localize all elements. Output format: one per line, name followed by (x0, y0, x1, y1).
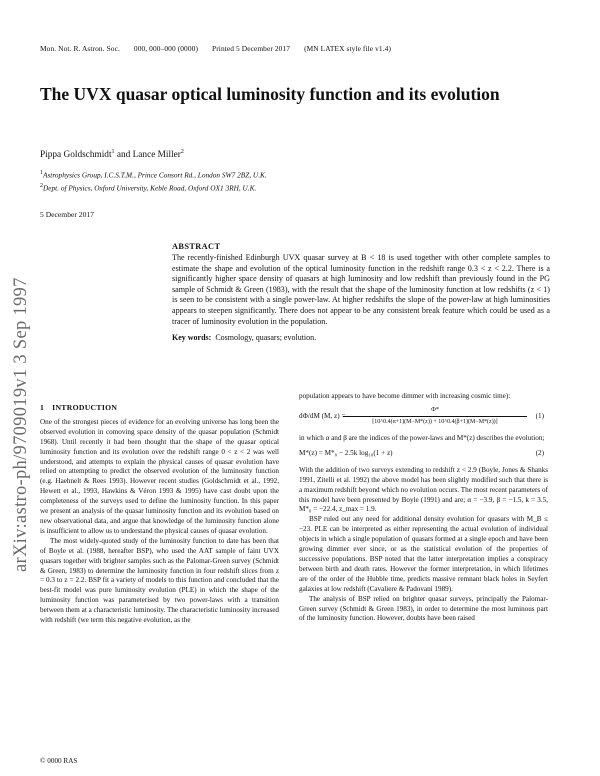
printed-date: Printed 5 December 2017 (212, 44, 291, 53)
arxiv-id: arXiv:astro-ph/9709019v1 3 Sep 1997 (11, 277, 31, 572)
journal-name: Mon. Not. R. Astron. Soc. (40, 44, 120, 53)
keywords-text: Cosmology, quasars; evolution. (215, 333, 317, 343)
body-paragraph: The analysis of BSP relied on brighter quasar surveys, principally the Palomar-Green survey (Schmidt & Green 1983), in order to determine the most luminous part of the luminosity function. However, doubts have been raised (299, 594, 548, 623)
section-title: INTRODUCTION (52, 403, 118, 412)
affiliations (40, 168, 510, 194)
affiliation (40, 181, 510, 194)
equation-number: (2) (535, 448, 544, 457)
author-list (40, 149, 184, 160)
body-paragraph: With the addition of two surveys extending to redshift z < 2.9 (Boyle, Jones & Shanks 1991, Zitelli et al. 1992) the above model has been slightly modified such that there is a maximum redshift beyond which no evolution occurs. The most recent parameters of this model have been presented by Boyle (1991) and are; α = −3.9, β = −1.5, k = 3.5, M*₀ = −22.4, z_max = 1.9. (299, 465, 548, 514)
affiliation-mark: 1 (40, 170, 43, 176)
volume-pages: 000, 000–000 (0000) (133, 44, 199, 53)
arxiv-sidebar-stamp (7, 212, 35, 572)
keywords-line (172, 333, 550, 342)
running-header (40, 44, 560, 53)
author-conjunction: and (114, 150, 133, 161)
equation-number: (1) (535, 411, 544, 420)
copyright-footer: © 0000 RAS (40, 757, 78, 765)
equation-2 (299, 448, 548, 462)
author-name: Lance Miller (132, 150, 181, 161)
body-paragraph: One of the strongest pieces of evidence for an evolving universe has long been the observed evolution in comoving space density of the quasar population (Schmidt 1968). Until recently it had been thought that the shape of the quasar optical luminosity function and its evolution over the redshift range 0 < z < 2 was well understood, and attempts to explain the physical causes of quasar evolution have relied on attempting to predict the observed evolution of the luminosity function (e.g. Haehnelt & Rees 1993). However recent studies (Goldschmidt et al., 1992, Hewett et al., 1993, Hawkins & Véron 1993 & 1995) have cast doubt upon the completeness of the surveys used to define the luminosity function. In this paper we present an analysis of the quasar luminosity function and its evolution based on new observational data, and argue that knowledge of the luminosity function alone is insufficient to allow us to understand the physical causes of quasar evolution. (40, 417, 279, 535)
keywords-label: Key words: (172, 333, 212, 343)
abstract-heading: ABSTRACT (172, 242, 221, 251)
equation-numerator: Φ* (343, 405, 527, 417)
abstract-text: The recently-finished Edinburgh UVX quasar survey at B < 18 is used together with other complete samples to estimate the shape and evolution of the optical luminosity function in the redshift range 0.3 < z < 2.2. There is a significantly higher space density of quasars at high luminosity and low redshift than previously found in the PG sample of Schmidt & Green (1983), with the result that the shape of the luminosity function at low redshifts (z < 1) is seen to be consistent with a single power-law. At higher redshifts the slope of the power-law at high luminosities appears to steepen significantly. There does not appear to be any consistent break feature which could be used as a tracer of luminosity evolution in the population. (172, 253, 550, 326)
author-name: Pippa Goldschmidt (40, 150, 112, 161)
left-column (40, 403, 279, 626)
equation-1 (299, 405, 548, 431)
affiliation (40, 168, 510, 181)
right-column (299, 392, 548, 624)
affiliation-mark: 2 (40, 182, 43, 189)
affiliation-text: Astrophysics Group, I.C.S.T.M., Prince Consort Rd., London SW7 2BZ, U.K. (43, 170, 267, 180)
affiliation-text: Dept. of Physics, Oxford University, Keble Road, Oxford OX1 3RH, U.K. (43, 183, 257, 193)
paper-date: 5 December 2017 (40, 210, 94, 219)
equation-denominator: [10^0.4(α+1)(M−M*(z)) + 10^0.4(β+1)(M−M*(z))] (372, 418, 498, 425)
body-paragraph: in which α and β are the indices of the power-laws and M*(z) describes the evolution; (299, 433, 545, 442)
affiliation-mark: 2 (180, 149, 184, 155)
section-heading (40, 403, 279, 413)
style-file: (MN LATEX style file v1.4) (304, 44, 392, 53)
equation-fraction (343, 405, 527, 428)
abstract-block (172, 242, 550, 342)
section-number: 1 (40, 403, 45, 412)
body-paragraph: BSP ruled out any need for additional density evolution for quasars with M_B ≤ −23. PLE can be interpreted as either representing the actual evolution of individual objects in which a single population of quasars formed at a single epoch and have been growing dimmer ever since, or as the statistical evolution of the properties of successive populations. BSP noted that the latter interpretation implies a conspiracy between birth and death rates. However the former interpretation, in which lifetimes are of the order of the Hubble time, predicts massive remnant black holes in Seyfert galaxies at low redshift (Cavaliere & Padovani 1989). (299, 515, 548, 593)
equation-lhs: M*(z) = M*₀ − 2.5k log₁₀(1 + z) (299, 448, 393, 457)
body-paragraph: The most widely-quoted study of the luminosity function to date has been that of Boyle et al. (1988, hereafter BSP), who used the AAT sample of faint UVX quasars together with brighter samples such as the Palomar-Green survey (Schmidt & Green, 1983) to determine the luminosity function in four redshift slices from z = 0.3 to z = 2.2. BSP fit a variety of models to this function and concluded that the best-fit model was pure luminosity evolution (PLE) in which the shape of the luminosity function was parameterised by two power-laws with a transition between them at a characteristic luminosity. The characteristic luminosity increased with redshift (we term this negative evolution, as the (40, 536, 279, 625)
affiliation-mark: 1 (111, 149, 115, 155)
body-paragraph: population appears to have become dimmer with increasing cosmic time): (299, 392, 511, 400)
equation-lhs: dΦ/dM (M, z) = (299, 411, 346, 420)
paper-title: The UVX quasar optical luminosity function and its evolution (40, 84, 500, 104)
